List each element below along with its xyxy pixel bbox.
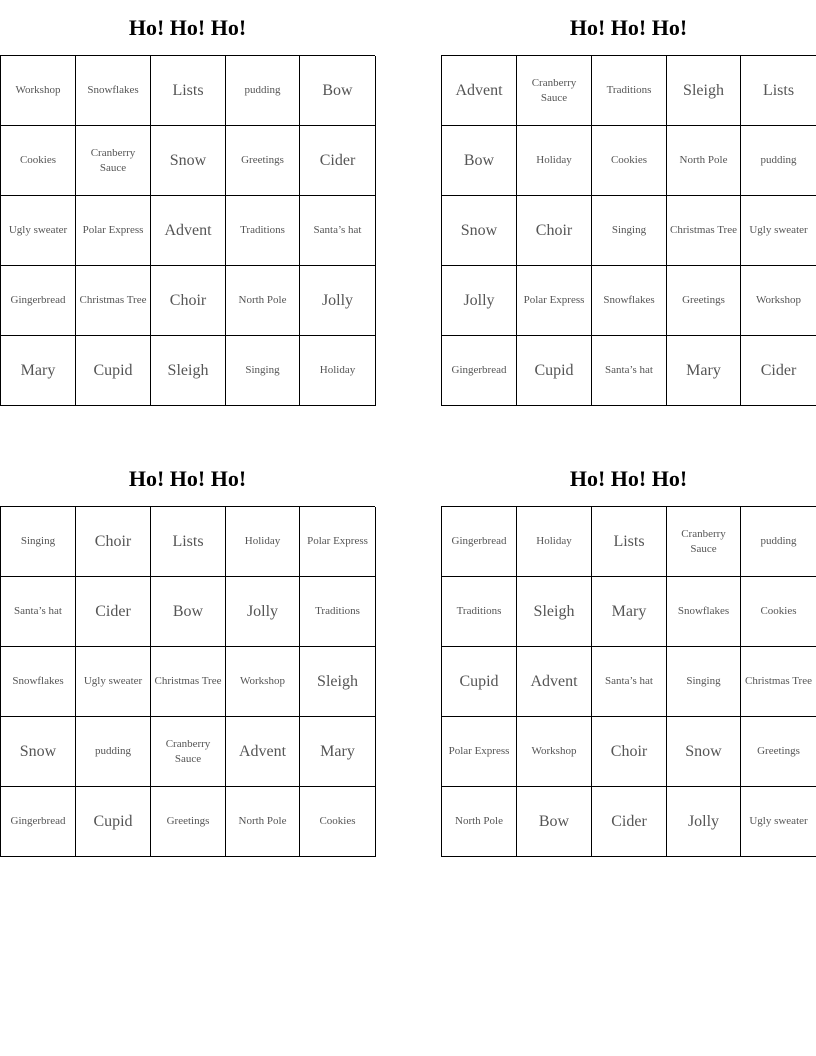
bingo-cell: Singing bbox=[667, 647, 741, 717]
bingo-cell: Santa’s hat bbox=[1, 577, 76, 647]
bingo-cell: Santa’s hat bbox=[300, 196, 376, 266]
bingo-cell: Polar Express bbox=[300, 507, 376, 577]
bingo-cell: Choir bbox=[592, 717, 667, 787]
bingo-cell: Polar Express bbox=[517, 266, 592, 336]
bingo-cell: Mary bbox=[667, 336, 741, 406]
bingo-grid bbox=[0, 55, 375, 406]
bingo-cell: Traditions bbox=[226, 196, 300, 266]
bingo-cell: Holiday bbox=[517, 126, 592, 196]
bingo-grid bbox=[0, 506, 375, 857]
bingo-cell: Gingerbread bbox=[1, 266, 76, 336]
bingo-cell: Traditions bbox=[592, 56, 667, 126]
bingo-cell: Sleigh bbox=[300, 647, 376, 717]
bingo-cell: Ugly sweater bbox=[76, 647, 151, 717]
bingo-cell: Holiday bbox=[300, 336, 376, 406]
bingo-cell: North Pole bbox=[442, 787, 517, 857]
bingo-card-2 bbox=[441, 0, 816, 406]
bingo-cell: Gingerbread bbox=[1, 787, 76, 857]
bingo-cell: Lists bbox=[741, 56, 816, 126]
bingo-cell: Advent bbox=[517, 647, 592, 717]
bingo-cell: Cupid bbox=[442, 647, 517, 717]
bingo-cell: Lists bbox=[151, 56, 226, 126]
bingo-cell: pudding bbox=[741, 126, 816, 196]
bingo-cell: Cookies bbox=[592, 126, 667, 196]
bingo-cell: Ugly sweater bbox=[1, 196, 76, 266]
bingo-cell: Bow bbox=[442, 126, 517, 196]
bingo-cell: pudding bbox=[226, 56, 300, 126]
bingo-cell: Cupid bbox=[517, 336, 592, 406]
bingo-cell: Mary bbox=[1, 336, 76, 406]
bingo-cell: Christmas Tree bbox=[667, 196, 741, 266]
bingo-cell: Workshop bbox=[741, 266, 816, 336]
bingo-cell: pudding bbox=[741, 507, 816, 577]
bingo-cell: Cupid bbox=[76, 336, 151, 406]
card-title: Ho! Ho! Ho! bbox=[128, 466, 247, 491]
bingo-cell: North Pole bbox=[226, 266, 300, 336]
bingo-cell: pudding bbox=[76, 717, 151, 787]
bingo-cell: Holiday bbox=[517, 507, 592, 577]
bingo-cell: Cider bbox=[300, 126, 376, 196]
bingo-cell: Cookies bbox=[300, 787, 376, 857]
bingo-cell: Mary bbox=[592, 577, 667, 647]
bingo-cell: Jolly bbox=[667, 787, 741, 857]
bingo-cell: Greetings bbox=[226, 126, 300, 196]
card-title: Ho! Ho! Ho! bbox=[128, 15, 247, 40]
bingo-cell: Jolly bbox=[226, 577, 300, 647]
bingo-cell: Snowflakes bbox=[592, 266, 667, 336]
bingo-cell: Mary bbox=[300, 717, 376, 787]
bingo-cell: Snow bbox=[1, 717, 76, 787]
bingo-cell: Christmas Tree bbox=[741, 647, 816, 717]
bingo-cell: Gingerbread bbox=[442, 507, 517, 577]
bingo-cell: Jolly bbox=[300, 266, 376, 336]
bingo-cell: Workshop bbox=[1, 56, 76, 126]
bingo-cell: Cookies bbox=[741, 577, 816, 647]
bingo-cell: Christmas Tree bbox=[76, 266, 151, 336]
bingo-cell: Sleigh bbox=[667, 56, 741, 126]
bingo-cell: Santa’s hat bbox=[592, 336, 667, 406]
bingo-cell: Cider bbox=[741, 336, 816, 406]
bingo-cell: Sleigh bbox=[517, 577, 592, 647]
bingo-card-3 bbox=[0, 451, 375, 857]
bingo-cell: Cranberry Sauce bbox=[76, 126, 151, 196]
card-title: Ho! Ho! Ho! bbox=[569, 15, 688, 40]
bingo-cell: Christmas Tree bbox=[151, 647, 226, 717]
bingo-cell: Traditions bbox=[300, 577, 376, 647]
bingo-cell: Greetings bbox=[741, 717, 816, 787]
bingo-cell: Workshop bbox=[226, 647, 300, 717]
bingo-cell: Choir bbox=[151, 266, 226, 336]
bingo-cell: Cider bbox=[76, 577, 151, 647]
bingo-cell: Holiday bbox=[226, 507, 300, 577]
bingo-cell: Polar Express bbox=[76, 196, 151, 266]
bingo-cell: Snowflakes bbox=[76, 56, 151, 126]
bingo-cell: Gingerbread bbox=[442, 336, 517, 406]
bingo-cell: Snowflakes bbox=[667, 577, 741, 647]
bingo-cell: Polar Express bbox=[442, 717, 517, 787]
bingo-cell: Workshop bbox=[517, 717, 592, 787]
bingo-cell: Ugly sweater bbox=[741, 196, 816, 266]
bingo-cell: Snow bbox=[442, 196, 517, 266]
bingo-cell: Traditions bbox=[442, 577, 517, 647]
bingo-cell: Singing bbox=[226, 336, 300, 406]
bingo-cell: Lists bbox=[151, 507, 226, 577]
bingo-cell: Jolly bbox=[442, 266, 517, 336]
bingo-cell: Snow bbox=[667, 717, 741, 787]
bingo-cell: Greetings bbox=[667, 266, 741, 336]
bingo-cell: Advent bbox=[226, 717, 300, 787]
bingo-cell: Singing bbox=[592, 196, 667, 266]
bingo-cell: Lists bbox=[592, 507, 667, 577]
bingo-cell: Santa’s hat bbox=[592, 647, 667, 717]
bingo-cell: Cranberry Sauce bbox=[151, 717, 226, 787]
bingo-cell: Advent bbox=[442, 56, 517, 126]
bingo-grid bbox=[441, 506, 816, 857]
bingo-cell: Greetings bbox=[151, 787, 226, 857]
bingo-grid bbox=[441, 55, 816, 406]
bingo-cell: Bow bbox=[517, 787, 592, 857]
bingo-card-1 bbox=[0, 0, 375, 406]
bingo-cell: Cranberry Sauce bbox=[667, 507, 741, 577]
card-title: Ho! Ho! Ho! bbox=[569, 466, 688, 491]
bingo-cell: North Pole bbox=[667, 126, 741, 196]
bingo-cell: Snow bbox=[151, 126, 226, 196]
bingo-cell: Cranberry Sauce bbox=[517, 56, 592, 126]
bingo-cell: Snowflakes bbox=[1, 647, 76, 717]
bingo-cell: Ugly sweater bbox=[741, 787, 816, 857]
bingo-card-4 bbox=[441, 451, 816, 857]
bingo-cell: Bow bbox=[300, 56, 376, 126]
bingo-cell: Cookies bbox=[1, 126, 76, 196]
bingo-cell: Choir bbox=[76, 507, 151, 577]
bingo-cell: Cupid bbox=[76, 787, 151, 857]
bingo-cell: North Pole bbox=[226, 787, 300, 857]
bingo-cell: Bow bbox=[151, 577, 226, 647]
bingo-cell: Cider bbox=[592, 787, 667, 857]
bingo-cell: Advent bbox=[151, 196, 226, 266]
bingo-cell: Choir bbox=[517, 196, 592, 266]
bingo-cell: Singing bbox=[1, 507, 76, 577]
bingo-cell: Sleigh bbox=[151, 336, 226, 406]
